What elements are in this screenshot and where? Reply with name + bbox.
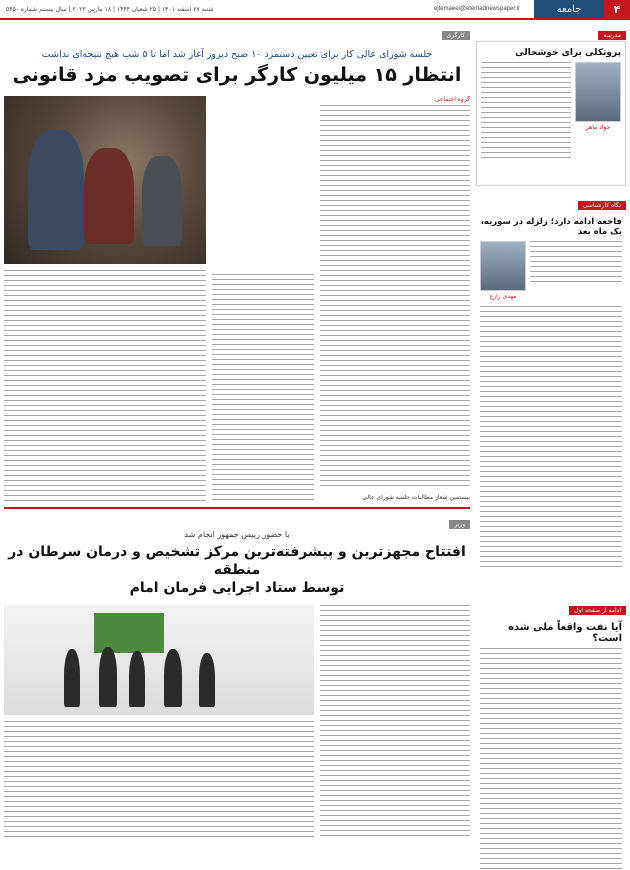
story2-lead-text [530,241,622,285]
main-story-col-3 [4,270,206,501]
tag-label: نگاه کارشناسی [578,201,626,210]
main-story-col-1 [320,105,470,490]
bottom-right-title[interactable]: آیا نفت واقعاً ملی شده است؟ [508,622,622,644]
story2-body-text [480,306,622,571]
main-kicker: جلسه شورای عالی کار برای تعیین دستمزد ۱۰ صبح دیروز آغاز شد اما تا ۵ شب هیچ نتیجه‌ای نداشت [41,49,433,60]
right-column [476,22,626,820]
tag-label: کارگری [442,31,470,40]
main-story-col-2 [212,274,314,501]
section-tag-school [476,22,626,41]
lower-story-col-2 [4,721,314,840]
tag-label: وزیر [449,520,470,529]
story1-title[interactable]: پروتکلی برای خوشحالی [515,48,621,58]
byline: گروه اجتماعی [434,96,470,103]
section-email[interactable]: ejtemaeei@etemadnewspaper.ir [433,6,520,12]
main-area [4,22,470,840]
section-tag-expert [476,192,626,211]
page-number: ۴ [604,0,630,18]
workers-photo [4,96,206,264]
main-headline[interactable]: انتظار ۱۵ میلیون کارگر برای تصویب مزد قانونی [12,64,462,86]
author-avatar [575,62,621,122]
section-tag-labor [4,22,470,41]
section-label: جامعه [534,0,604,18]
story1-author: جواد ماهر [585,124,611,131]
photo-caption: بیستمین شعار مطالبات جلسه شورای عالی [362,494,470,501]
section-divider [4,507,470,509]
bottom-right-body-text [480,648,622,870]
lower-kicker: با حضور رییس جمهور انجام شد [184,530,290,539]
tag-label: ادامه از صفحه اول [569,606,626,615]
section-tag-minister [4,511,470,530]
lower-headline-1[interactable]: افتتاح مجهزترین و پیشرفته‌ترین مرکز تشخیص و درمان سرطان در منطقه [8,544,466,578]
opinion-box-1 [476,41,626,186]
page-header [0,0,630,20]
section-tag-continued [476,597,626,616]
story1-body-text [481,62,571,162]
author-avatar [480,241,526,291]
hospital-opening-photo [4,605,314,715]
story2-author: مهدی زارع [489,293,517,300]
tag-label: مدرسه [598,31,626,40]
lower-headline-2[interactable]: توسط ستاد اجرایی فرمان امام [129,580,345,596]
story2-title[interactable]: فاجعه ادامه دارد؛ زلزله در سوریه، یک ماه بعد [480,217,622,237]
lower-story-col-1 [320,605,470,840]
date-line: شنبه ۲۷ اسفند ۱۴۰۱ | ۲۵ شعبان ۱۴۴۴ | ۱۸ مارس ۲۰۲۳ | سال بیستم شماره ۵۴۵۰ [6,5,214,13]
